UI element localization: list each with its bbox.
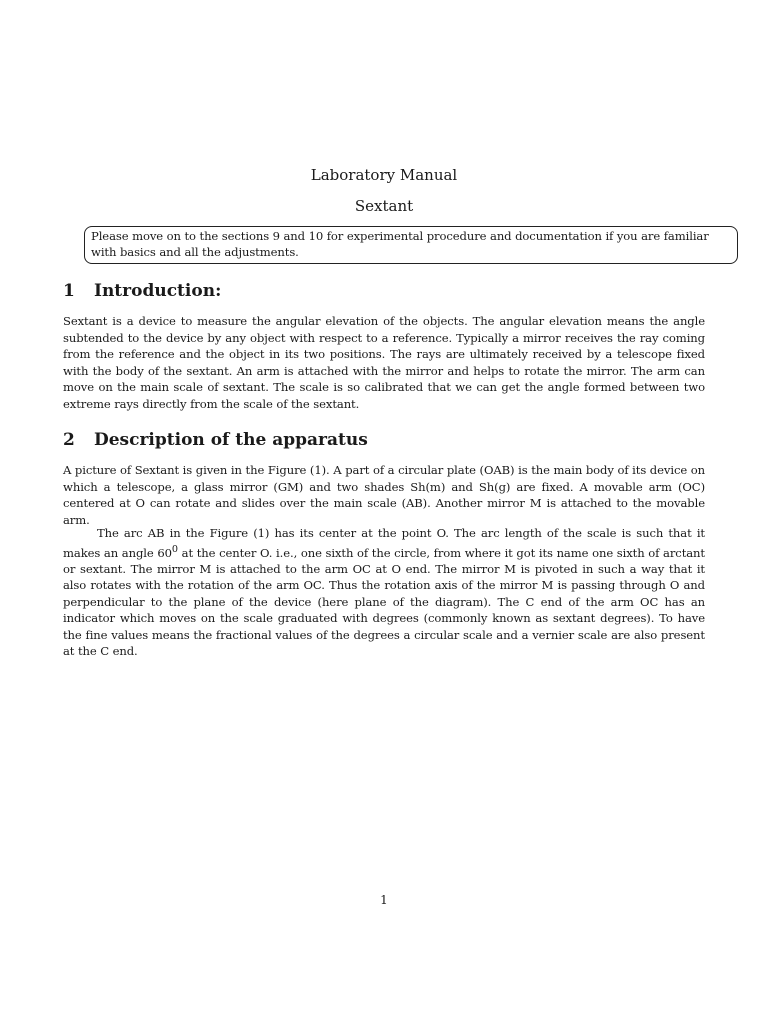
page-number: 1	[380, 893, 388, 907]
section-number: 1	[63, 281, 75, 301]
degree-superscript: 0	[171, 543, 178, 555]
paragraph-text-after: at the center O. i.e., one sixth of the circle, from where it got its name one sixth of arctant or sextant. The mirror M is attached to the arm OC at O end. The mirror M is pivoted in such a way that it also rotates with the rotation of the arm OC. Thus the rotation axis of the mirror M is passing through O and perpendicular to the plane of the device (here plane of the diagram). The C end of the arm OC has an indicator which moves on the scale graduated with degrees (commonly known as sextant degrees). To have the fine values means the fractional values of the degrees a circular scale and a vernier scale are also present at the C end.	[63, 545, 705, 659]
paragraph-text-before: The arc AB in the Figure (1) has its center at the point O. The arc length of the scale is such that it makes an angle 60	[63, 526, 705, 560]
introduction-paragraph: Sextant is a device to measure the angular elevation of the objects. The angular elevation means the angle subtended to the device by any object with respect to a reference. Typically a mirror receives the ray coming from the reference and the object in its two positions. The rays are ultimately received by a telescope fixed with the body of the sextant. An arm is attached with the mirror and helps to rotate the mirror. The arm can move on the main scale of sextant. The scale is so calibrated that we can get the angle formed between two extreme rays directly from the scale of the sextant.	[63, 314, 705, 411]
section-title: Introduction:	[94, 281, 222, 301]
document-title: Laboratory Manual	[310, 166, 458, 184]
section-heading-apparatus	[63, 430, 368, 450]
notice-box	[84, 226, 738, 264]
document-subtitle: Sextant	[354, 197, 414, 215]
notice-text: Please move on to the sections 9 and 10 for experimental procedure and documentation if you are familiar with basics and all the adjustments.	[91, 229, 709, 259]
section-number: 2	[63, 430, 75, 450]
apparatus-paragraph-2	[63, 525, 705, 660]
section-heading-introduction	[63, 281, 221, 301]
section-title: Description of the apparatus	[94, 430, 368, 450]
apparatus-paragraph-1: A picture of Sextant is given in the Figure (1). A part of a circular plate (OAB) is the main body of its device on which a telescope, a glass mirror (GM) and two shades Sh(m) and Sh(g) are fixed. A movable arm (OC) centered at O can rotate and slides over the main scale (AB). Another mirror M is attached to the movable arm.	[63, 463, 705, 527]
